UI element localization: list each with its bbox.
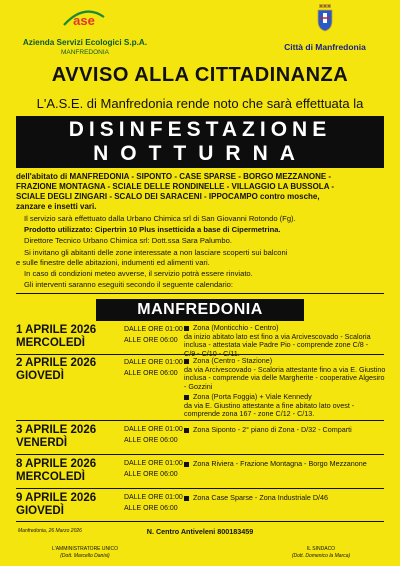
zone-line: da via E. Giustino attestante a fine abitato lato ovest - (184, 400, 355, 410)
schedule-zone (184, 494, 386, 503)
bullet-square-icon (184, 428, 189, 433)
calendar-intro: Gli interventi saranno eseguiti secondo il seguente calendario: (24, 280, 233, 289)
place-date: Manfredonia, 26 Marzo 2026 (18, 528, 82, 534)
weather-text: In caso di condizioni meteo avverse, il servizio potrà essere rinviato. (24, 269, 253, 278)
header (0, 4, 400, 62)
banner-line-2: NOTTURNA (93, 142, 307, 165)
zone-line: comprende zona 167 - zone C/12 - C/13. (184, 409, 315, 419)
zone-line: C/9 - C/10 - C/11. (184, 348, 240, 358)
city-banner: MANFREDONIA (96, 299, 304, 321)
signature-mayor (266, 546, 376, 559)
bullet-square-icon (184, 326, 189, 331)
schedule-time-to: ALLE ORE 06:00 (124, 471, 178, 478)
director-text: Direttore Tecnico Urbano Chimica srl: Dott.ssa Sara Palumbo. (24, 236, 232, 245)
schedule-date: 3 APRILE 2026 (16, 424, 97, 436)
divider (16, 521, 384, 522)
bullet-square-icon (184, 359, 189, 364)
schedule-day: VENERDÌ (16, 437, 68, 449)
schedule-time-from: DALLE ORE 01:00 (124, 326, 183, 333)
schedule-day: GIOVEDÌ (16, 370, 64, 382)
notice-title: AVVISO ALLA CITTADINANZA (51, 64, 349, 86)
signature-name: (Dott. Domenico la Marca) (291, 553, 351, 559)
schedule-date: 8 APRILE 2026 (16, 458, 97, 470)
signature-role: L'AMMINISTRATORE UNICO (51, 546, 119, 552)
area-line: dell'abitato di MANFREDONIA - SIPONTO - CASE SPARSE - BORGO MEZZANONE - (16, 172, 332, 181)
city-name: Città di Manfredonia (284, 42, 366, 52)
zone-title: Zona (Monticchio - Centro) (193, 323, 279, 332)
zone-line: da inizio abitato lato est fino a via Arcivescovado - Scaloria (184, 331, 371, 341)
ase-logo-icon (62, 7, 106, 29)
zone-line: da via Arcivescovado - Scaloria attestante fino a via E. Giustino (184, 364, 386, 374)
zone-title: Zona (Centro - Stazione) (193, 356, 273, 365)
area-line: SCIALE DEGLI ZINGARI - SCALO DEI SARACENI - IPPOCAMPO contro mosche, (16, 192, 320, 201)
schedule-time-to: ALLE ORE 06:00 (124, 437, 178, 444)
poison-center-number: N. Centro Antiveleni 800183459 (146, 527, 254, 536)
zone-line: inclusa - comprende via delle Margherite - cooperative Algesiro (184, 373, 385, 383)
schedule-time-from: DALLE ORE 01:00 (124, 359, 183, 366)
bullet-square-icon (184, 496, 189, 501)
schedule-zone (184, 393, 386, 419)
schedule-day: MERCOLEDÌ (16, 471, 85, 483)
schedule-time-to: ALLE ORE 06:00 (124, 370, 178, 377)
banner-line-1: DISINFESTAZIONE (68, 118, 332, 141)
divider (16, 293, 384, 294)
ase-logo-text: ase (73, 13, 95, 28)
zone-line: - Gozzini (184, 381, 213, 391)
schedule-zone (184, 357, 386, 391)
intro-text: L'A.S.E. di Manfredonia rende noto che sarà effettuata la (36, 96, 364, 111)
service-banner (16, 116, 384, 168)
city-crest-icon (316, 4, 334, 32)
schedule-date: 2 APRILE 2026 (16, 357, 97, 369)
signature-name: (Dott. Marcello Danisi) (60, 553, 110, 559)
warning-text-2: e sulle finestre delle abitazioni, indumenti ed alimenti vari. (16, 258, 210, 267)
bullet-square-icon (184, 462, 189, 467)
warning-text-1: Si invitano gli abitanti delle zone interessate a non lasciare scoperti sui balconi (24, 248, 288, 257)
area-line: FRAZIONE MONTAGNA - SCIALE DELLE RONDINELLE - VILLAGGIO LA BUSSOLA - (16, 182, 335, 191)
ase-company-city: MANFREDONIA (60, 49, 110, 56)
schedule-zone (184, 460, 386, 469)
schedule-time-from: DALLE ORE 01:00 (124, 426, 183, 433)
divider (16, 488, 384, 489)
bullet-square-icon (184, 395, 189, 400)
zone-title: Zona Siponto - 2° piano di Zona - D/32 - Comparti (193, 425, 352, 434)
divider (16, 454, 384, 455)
schedule-date: 1 APRILE 2026 (16, 324, 97, 336)
schedule-zone (184, 426, 386, 435)
areas-list (16, 172, 386, 212)
schedule-time-from: DALLE ORE 01:00 (124, 460, 183, 467)
schedule-time-to: ALLE ORE 06:00 (124, 505, 178, 512)
schedule-time-to: ALLE ORE 06:00 (124, 337, 178, 344)
area-line: zanzare e insetti vari. (16, 202, 97, 211)
zone-title: Zona Riviera - Frazione Montagna - Borgo Mezzanone (193, 459, 367, 468)
schedule-time-from: DALLE ORE 01:00 (124, 494, 183, 501)
product-text: Prodotto utilizzato: Cipertrin 10 Plus insetticida a base di Cipermetrina. (24, 225, 281, 234)
provider-text: Il servizio sarà effettuato dalla Urbano Chimica srl di San Giovanni Rotondo (Fg). (24, 214, 296, 223)
zone-title: Zona (Porta Foggia) + Viale Kennedy (193, 392, 312, 401)
divider (16, 420, 384, 421)
schedule-day: MERCOLEDÌ (16, 337, 85, 349)
schedule-day: GIOVEDÌ (16, 505, 64, 517)
signature-role: IL SINDACO (306, 546, 336, 552)
ase-company-name: Azienda Servizi Ecologici S.p.A. (22, 38, 148, 47)
zone-title: Zona Case Sparse - Zona Industriale D/46 (193, 493, 329, 502)
zone-line: inclusa - attestata viale Padre Pio - comprende zone C/8 - (184, 340, 369, 350)
schedule-date: 9 APRILE 2026 (16, 492, 97, 504)
divider (16, 354, 384, 355)
signature-administrator (30, 546, 140, 559)
